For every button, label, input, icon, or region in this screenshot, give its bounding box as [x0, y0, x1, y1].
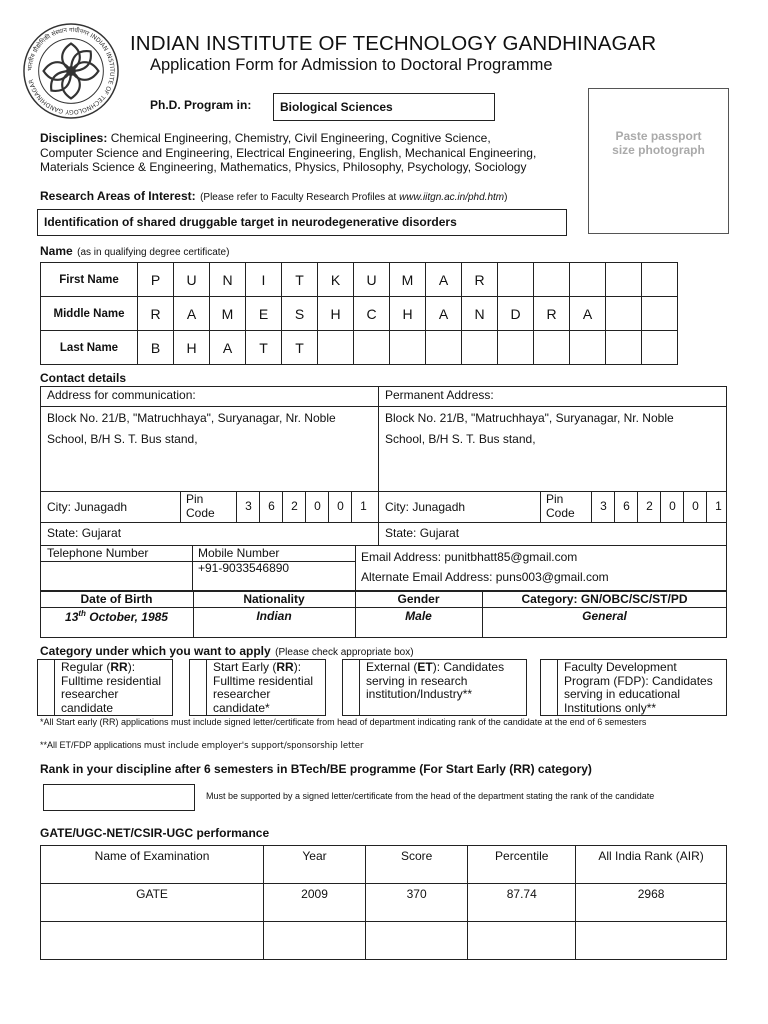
name-letter-cell[interactable]: E	[246, 297, 282, 331]
category-option[interactable]	[37, 659, 173, 716]
institute-title: INDIAN INSTITUTE OF TECHNOLOGY GANDHINAGAR	[130, 32, 657, 55]
comm-address-line2: School, B/H S. T. Bus stand,	[47, 432, 198, 446]
pin-digit-cell[interactable]: 2	[282, 491, 306, 522]
rank-field[interactable]	[43, 784, 195, 811]
category-label: Category: GN/OBC/SC/ST/PD	[521, 592, 688, 606]
gate-cell[interactable]	[41, 922, 264, 960]
comm-address-line1: Block No. 21/B, "Matruchhaya", Suryanagar, Nr. Noble	[47, 411, 336, 425]
name-letter-cell[interactable]: R	[462, 263, 498, 297]
perm-state[interactable]: State: Gujarat	[385, 526, 460, 540]
disciplines-line1: Chemical Engineering, Chemistry, Civil Engineering, Cognitive Science,	[110, 131, 491, 145]
comm-state[interactable]: State: Gujarat	[47, 526, 122, 540]
name-letter-cell[interactable]: I	[246, 263, 282, 297]
program-field[interactable]: Biological Sciences	[273, 93, 495, 121]
name-letter-cell[interactable]: T	[282, 331, 318, 365]
gate-cell[interactable]	[365, 922, 467, 960]
name-letter-cell[interactable]: B	[138, 331, 174, 365]
name-letter-cell[interactable]: M	[210, 297, 246, 331]
name-letter-cell[interactable]: H	[174, 331, 210, 365]
research-url[interactable]: www.iitgn.ac.in/phd.htm	[399, 192, 505, 203]
category-option-text: External (ET): Candidates serving in research institution/Industry**	[359, 659, 527, 716]
category-option[interactable]	[189, 659, 326, 716]
perm-address-line1: Block No. 21/B, "Matruchhaya", Suryanagar, Nr. Noble	[385, 411, 674, 425]
perm-pin-label: Pin Code	[546, 492, 575, 520]
perm-address-label: Permanent Address:	[385, 388, 494, 402]
category-option-text: Faculty Development Program (FDP): Candidates serving in educational Institutions only**	[557, 659, 727, 716]
name-letter-cell[interactable]: T	[246, 331, 282, 365]
dob-label: Date of Birth	[80, 592, 153, 606]
research-label-row	[40, 187, 507, 205]
name-letter-cell[interactable]	[606, 297, 642, 331]
name-letter-cell[interactable]	[534, 263, 570, 297]
mobile-label: Mobile Number	[198, 546, 280, 560]
gate-cell[interactable]: GATE	[41, 884, 264, 922]
email[interactable]: Email Address: punitbhatt85@gmail.com	[361, 550, 578, 564]
footnote-et-fdp: **All ET/FDP applications must include employer's support/sponsorship letter	[40, 740, 364, 751]
name-letter-cell[interactable]: R	[534, 297, 570, 331]
name-row-label: Middle Name	[41, 297, 138, 331]
photo-box[interactable]	[588, 88, 729, 234]
name-letter-cell[interactable]: R	[138, 297, 174, 331]
research-field[interactable]: Identification of shared druggable target in neurodegenerative disorders	[37, 209, 567, 236]
research-note: (Please refer to Faculty Research Profiles at	[200, 192, 400, 203]
nationality-label: Nationality	[243, 592, 305, 606]
category-option-text: Regular (RR): Fulltime residential researcher candidate	[54, 659, 173, 716]
name-letter-cell[interactable]	[606, 263, 642, 297]
category-value[interactable]: General	[582, 609, 627, 623]
name-row-label: Last Name	[41, 331, 138, 365]
gate-cell[interactable]	[264, 922, 366, 960]
gate-header-cell: Year	[264, 846, 366, 884]
comm-address[interactable]	[47, 408, 372, 450]
name-letter-cell[interactable]: C	[354, 297, 390, 331]
disciplines-label: Disciplines:	[40, 131, 108, 145]
pin-digit-cell[interactable]: 1	[351, 491, 375, 522]
name-letter-cell[interactable]	[642, 263, 678, 297]
disciplines	[40, 131, 600, 175]
gate-cell[interactable]: 2968	[576, 884, 727, 922]
name-letter-cell[interactable]	[318, 331, 354, 365]
name-row	[41, 297, 678, 331]
comm-city[interactable]: City: Junagadh	[47, 500, 128, 514]
name-letter-cell[interactable]: A	[426, 297, 462, 331]
footnote-start-early: *All Start early (RR) applications must include signed letter/certificate from head of department indicating rank of the candidate at the end of 6 semesters	[40, 717, 647, 727]
gate-header-cell: All India Rank (AIR)	[576, 846, 727, 884]
name-row	[41, 331, 678, 365]
name-letter-cell[interactable]	[426, 331, 462, 365]
program-label: Ph.D. Program in:	[150, 98, 252, 112]
name-letter-cell[interactable]	[642, 297, 678, 331]
name-letter-cell[interactable]	[390, 331, 426, 365]
gender-value[interactable]: Male	[405, 609, 432, 623]
name-row	[41, 263, 678, 297]
gate-label: GATE/UGC-NET/CSIR-UGC performance	[40, 826, 270, 840]
name-label-row	[40, 242, 229, 260]
name-letter-cell[interactable]: H	[390, 297, 426, 331]
name-letter-cell[interactable]: A	[174, 297, 210, 331]
apply-category-row	[40, 642, 414, 660]
name-letter-cell[interactable]: S	[282, 297, 318, 331]
telephone-label: Telephone Number	[47, 546, 149, 560]
alt-email[interactable]: Alternate Email Address: puns003@gmail.com	[361, 570, 609, 584]
pin-digit-cell[interactable]: 0	[683, 491, 707, 522]
name-row-label: First Name	[41, 263, 138, 297]
name-letter-cell[interactable]	[570, 331, 606, 365]
name-letter-cell[interactable]	[498, 263, 534, 297]
gate-header-cell: Score	[365, 846, 467, 884]
name-letter-cell[interactable]	[606, 331, 642, 365]
pin-digit-cell[interactable]: 3	[591, 491, 615, 522]
gate-cell[interactable]	[576, 922, 727, 960]
nationality-value[interactable]: Indian	[256, 609, 292, 623]
form-title: Application Form for Admission to Doctoral Programme	[150, 56, 553, 74]
rank-label: Rank in your discipline after 6 semesters in BTech/BE programme (For Start Early (RR) category)	[40, 762, 592, 776]
category-option[interactable]	[540, 659, 727, 716]
apply-category-note: (Please check appropriate box)	[275, 647, 414, 658]
perm-address-line2: School, B/H S. T. Bus stand,	[385, 432, 536, 446]
gate-header-cell: Percentile	[468, 846, 576, 884]
gate-cell[interactable]: 370	[365, 884, 467, 922]
name-letter-cell[interactable]: A	[426, 263, 462, 297]
research-label: Research Areas of Interest:	[40, 189, 196, 203]
gate-cell[interactable]	[468, 922, 576, 960]
name-label: Name	[40, 244, 73, 258]
category-option-text: Start Early (RR): Fulltime residential researcher candidate*	[206, 659, 326, 716]
research-note-end: )	[504, 192, 508, 203]
name-letter-cell[interactable]	[570, 263, 606, 297]
name-letter-cell[interactable]	[642, 331, 678, 365]
name-letter-cell[interactable]: K	[318, 263, 354, 297]
name-letter-cell[interactable]: U	[354, 263, 390, 297]
name-note: (as in qualifying degree certificate)	[77, 247, 230, 258]
gate-cell[interactable]: 87.74	[468, 884, 576, 922]
name-letter-cell[interactable]: A	[570, 297, 606, 331]
comm-pin-label: Pin Code	[186, 492, 215, 520]
name-letter-cell[interactable]	[534, 331, 570, 365]
name-letter-cell[interactable]: A	[210, 331, 246, 365]
name-letter-cell[interactable]: U	[174, 263, 210, 297]
disciplines-line2: Computer Science and Engineering, Electrical Engineering, English, Mechanical Engineering,	[40, 145, 537, 160]
dob-value[interactable]: 13th October, 1985	[65, 609, 168, 624]
name-letter-cell[interactable]: M	[390, 263, 426, 297]
pin-digit-cell[interactable]: 6	[614, 491, 638, 522]
name-letter-cell[interactable]: P	[138, 263, 174, 297]
disciplines-line3: Materials Science & Engineering, Mathematics, Physics, Philosophy, Psychology, Sociology	[40, 160, 527, 174]
name-letter-cell[interactable]: N	[462, 297, 498, 331]
logo-ring-text: भारतीय प्रौद्योगिकी संस्थान गांधीनगर INDIAN INSTITUTE OF TECHNOLOGY GANDHINAGAR	[26, 26, 116, 116]
name-letter-cell[interactable]: N	[210, 263, 246, 297]
pin-digit-cell[interactable]: 0	[660, 491, 684, 522]
name-grid	[40, 262, 678, 365]
name-letter-cell[interactable]: T	[282, 263, 318, 297]
name-letter-cell[interactable]	[498, 331, 534, 365]
gate-row	[41, 884, 727, 922]
name-letter-cell[interactable]: D	[498, 297, 534, 331]
photo-hint-2: size photograph	[612, 143, 705, 157]
rank-note: Must be supported by a signed letter/certificate from the head of the department stating the rank of the candidate	[206, 791, 655, 801]
pin-digit-cell[interactable]: 1	[706, 491, 730, 522]
pin-digit-cell[interactable]: 0	[328, 491, 352, 522]
apply-category-label: Category under which you want to apply	[40, 644, 271, 658]
gate-header-cell: Name of Examination	[41, 846, 264, 884]
comm-address-label: Address for communication:	[47, 388, 196, 402]
perm-address[interactable]	[385, 408, 720, 450]
iitgn-logo	[22, 22, 120, 120]
name-letter-cell[interactable]	[354, 331, 390, 365]
gender-label: Gender	[397, 592, 440, 606]
pin-digit-cell[interactable]: 2	[637, 491, 661, 522]
category-option[interactable]	[342, 659, 527, 716]
pin-digit-cell[interactable]: 0	[305, 491, 329, 522]
photo-hint-1: Paste passport	[615, 129, 702, 143]
name-letter-cell[interactable]: H	[318, 297, 354, 331]
perm-city[interactable]: City: Junagadh	[385, 500, 466, 514]
gate-table	[40, 845, 727, 960]
gate-cell[interactable]: 2009	[264, 884, 366, 922]
gate-row	[41, 922, 727, 960]
name-letter-cell[interactable]	[462, 331, 498, 365]
pin-digit-cell[interactable]: 3	[236, 491, 260, 522]
pin-digit-cell[interactable]: 6	[259, 491, 283, 522]
mobile-number[interactable]: +91-9033546890	[198, 561, 290, 575]
contact-label: Contact details	[40, 371, 127, 385]
